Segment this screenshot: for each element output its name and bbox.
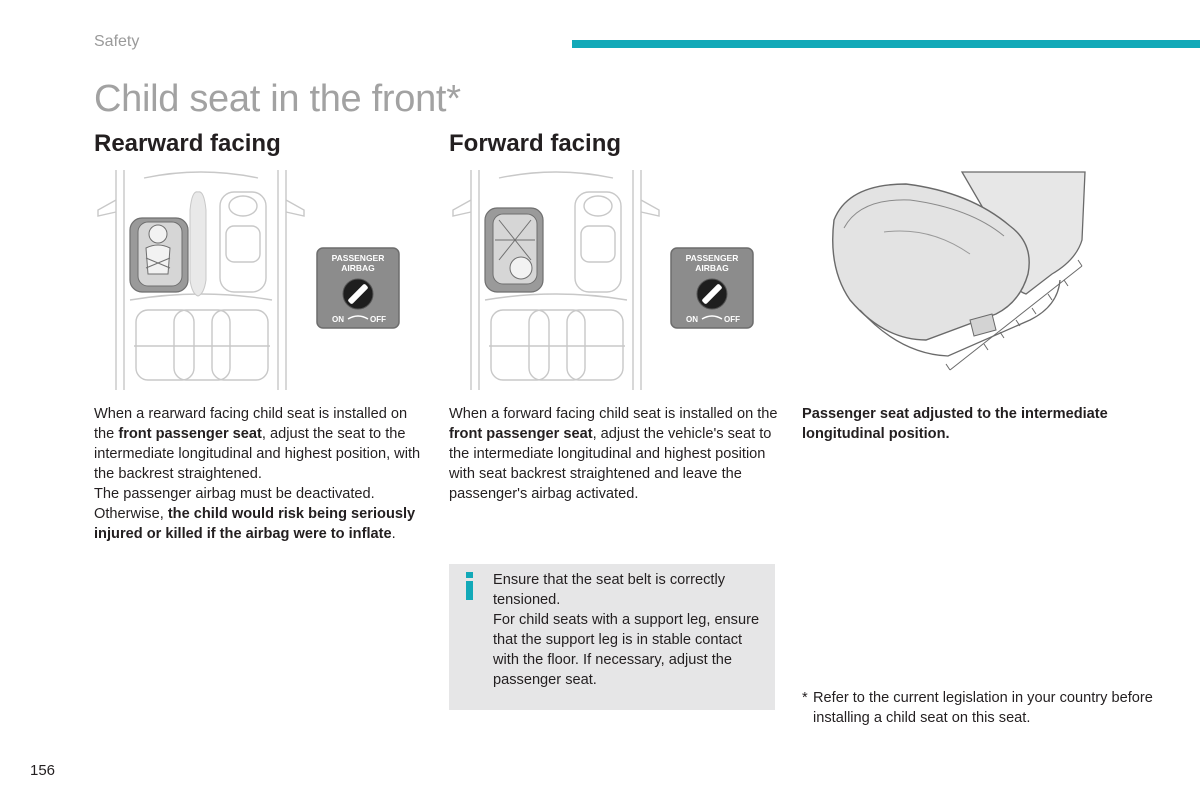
page-number: 156 [30,762,56,779]
page-title: Child seat in the front* [94,78,461,120]
rearward-heading: Rearward facing [94,130,281,157]
switch-off-label: OFF [370,315,386,324]
rearward-instructions [94,404,424,544]
switch-on-label: ON [686,315,698,324]
footnote-star: * [802,690,808,706]
switch-title-line1: PASSENGER [331,253,385,263]
footnote-text: Refer to the current legislation in your country before installing a child seat on this seat. [813,690,1153,726]
forward-paragraph-1: When a forward facing child seat is installed on the front passenger seat, adjust the vehicle's seat to the intermediate longitudinal and highest position with seat backrest straightened and leave the passenger's airbag activated. [449,406,778,502]
forward-heading: Forward facing [449,130,622,157]
forward-car-illustration [449,170,664,392]
footnote [802,688,1162,728]
note-line-1: Ensure that the seat belt is correctly tensioned. [493,572,725,608]
airbag-switch-deactivated [316,247,400,329]
switch-title-line2: AIRBAG [341,263,375,273]
switch-on-label: ON [332,315,344,324]
rearward-paragraph-2: The passenger airbag must be deactivated. [94,486,375,502]
info-icon [463,572,477,600]
rearward-warning: Otherwise, the child would risk being seriously injured or killed if the airbag were to inflate. [94,506,416,542]
section-label: Safety [94,33,140,50]
switch-off-label: OFF [724,315,740,324]
switch-title-line2: AIRBAG [695,263,729,273]
forward-instructions [449,404,779,504]
airbag-switch-activated [670,247,754,329]
switch-title-line1: PASSENGER [685,253,739,263]
passenger-seat-illustration [820,170,1095,380]
rearward-car-illustration [94,170,309,392]
info-note-text [493,570,763,690]
note-line-2: For child seats with a support leg, ensure that the support leg is in stable contact with the floor. If necessary, adjust the passenger seat. [493,612,760,688]
header-accent-rule [572,40,1200,48]
seat-position-caption: Passenger seat adjusted to the intermediate longitudinal position. [802,406,1108,442]
rearward-paragraph-1: When a rearward facing child seat is installed on the front passenger seat, adjust the seat to the intermediate longitudinal and highest position, with the backrest straightened. [94,406,421,482]
